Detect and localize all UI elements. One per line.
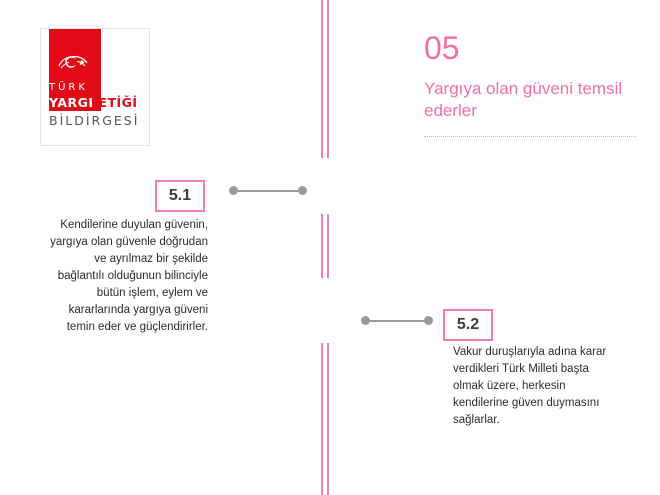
- item-number-box: 5.1: [155, 180, 205, 212]
- connector-line: [365, 320, 429, 322]
- timeline-line-mid-left: [321, 214, 323, 278]
- item-text: Vakur duruşlarıyla adına karar verdikleri Türk Milleti başta olmak üzere, herkesin kendilerine güven duymasını sağlarlar.: [453, 346, 607, 426]
- timeline-line-bottom-left: [321, 343, 323, 495]
- logo-line-turk: TÜRK: [49, 82, 88, 93]
- timeline-line-mid-right: [327, 214, 329, 278]
- dotted-divider: [424, 136, 636, 137]
- logo-word-etigi: ETİĞİ: [98, 95, 138, 110]
- timeline-line-bottom-right: [327, 343, 329, 495]
- section-heading: Yargıya olan güveni temsil ederler: [424, 79, 623, 120]
- logo-line-yargi-etigi: [49, 95, 138, 110]
- timeline-line-top-left: [321, 0, 323, 158]
- timeline-line-top-right: [327, 0, 329, 158]
- item-number-box: 5.2: [443, 309, 493, 341]
- logo-word-yargi: YARGI: [49, 95, 94, 110]
- connector-dot-right: [298, 186, 307, 195]
- connector-dot-right: [424, 316, 433, 325]
- logo-line-bildirgesi: BİLDİRGESİ: [49, 113, 140, 128]
- connector-line: [233, 190, 302, 192]
- item-text: Kendilerine duyulan güvenin, yargıya olan güvenle doğrudan ve ayrılmaz bir şekilde bağlantılı olduğunun bilinciyle bütün işlem, eylem ve kararlarında yargıya güveni temin eder ve güçlendirirler.: [50, 219, 208, 333]
- section-number: 05: [424, 30, 460, 66]
- crescent-star-emblem-icon: [55, 51, 95, 73]
- turk-yargi-etigi-logo: [40, 28, 150, 146]
